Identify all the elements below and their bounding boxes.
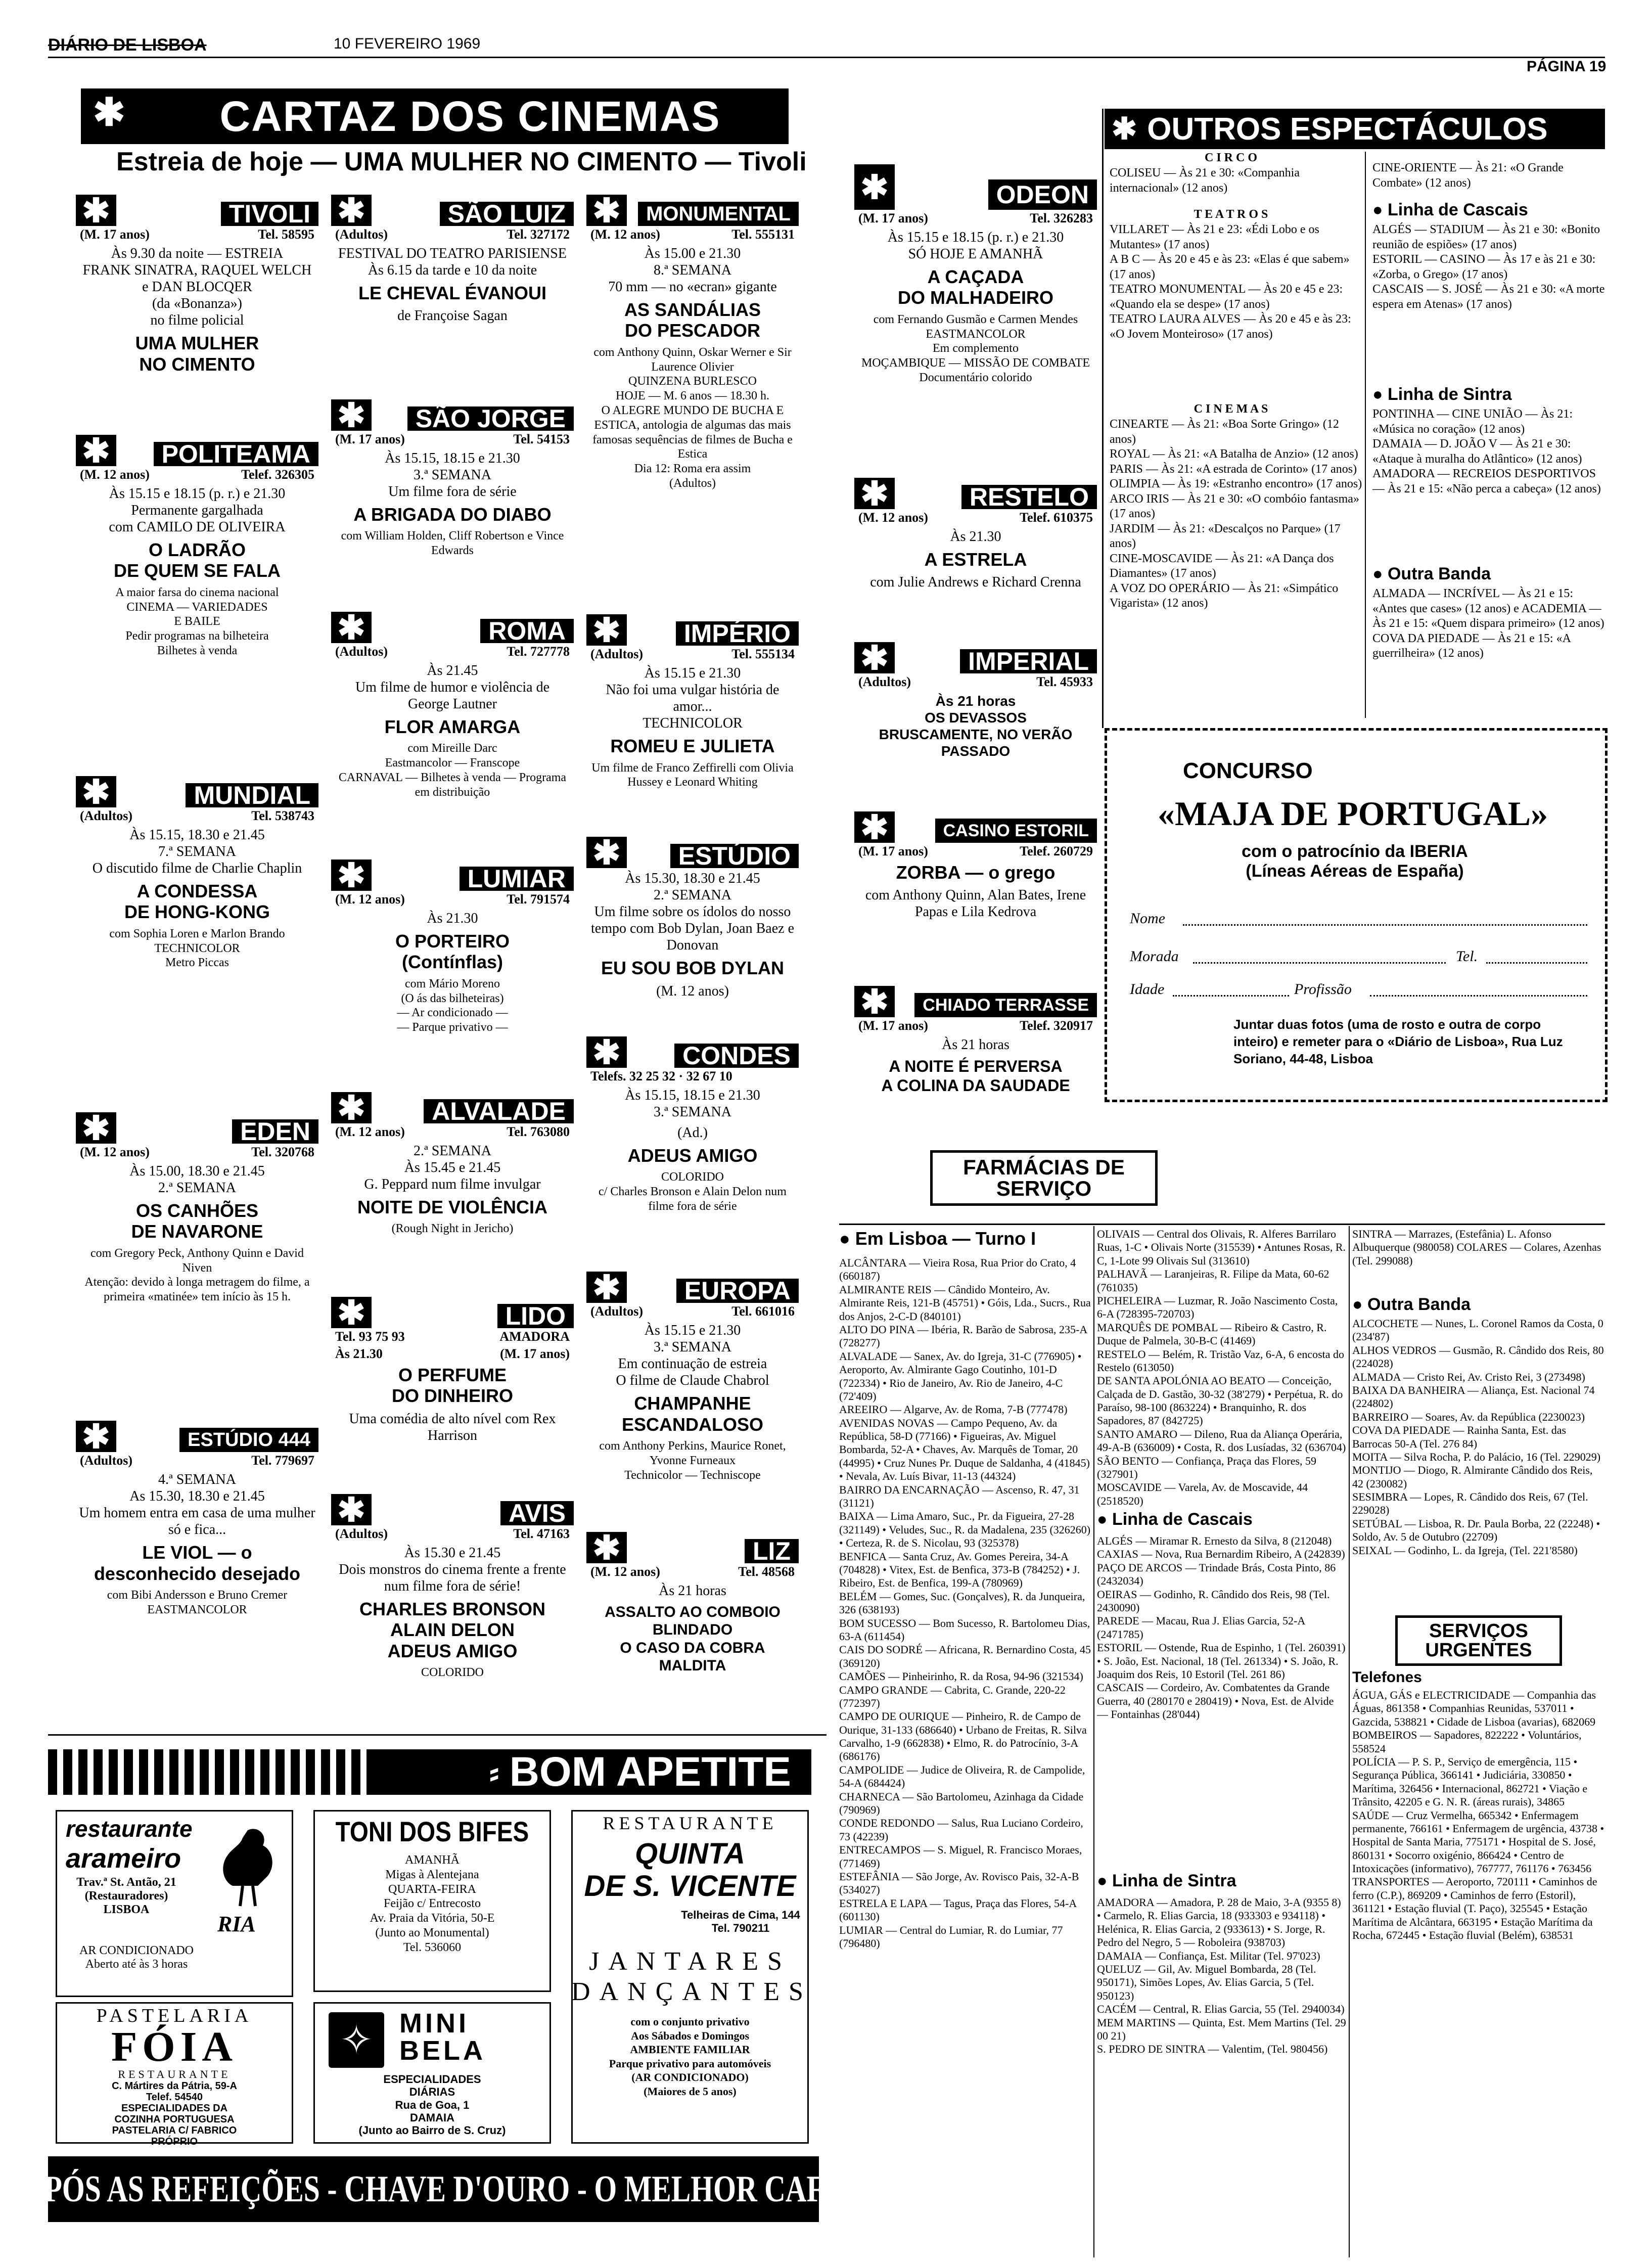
cinema-name: CHIADO TERRASSE: [914, 993, 1097, 1017]
age-rating: (Adultos): [80, 808, 133, 823]
extra-info: com Gregory Peck, Anthony Quinn e David Niven Atenção: devido à longa metragem do filme, a primeira «matinée» tem início às 15 h.: [84, 1246, 310, 1304]
telephone: Tel. 58595: [258, 227, 314, 242]
extra-info: de Françoise Sagan: [397, 308, 508, 324]
film-title: CHARLES BRONSON ALAIN DELON ADEUS AMIGO: [359, 1599, 545, 1661]
asterisk-icon: ✱: [76, 776, 116, 807]
telephone: Tel. 326283: [1030, 211, 1093, 225]
quinta-name: QUINTA DE S. VICENTE: [584, 1837, 796, 1903]
cinema-name: MONUMENTAL: [638, 202, 799, 226]
cinema-name: LUMIAR: [460, 867, 574, 891]
asterisk-icon: ✱: [586, 1272, 627, 1303]
farmacias-title-box: [930, 1150, 1158, 1206]
concurso-name: «MAJA DE PORTUGAL»: [1158, 794, 1548, 833]
bom-apetite-stripes: [48, 1749, 372, 1795]
mini-bela-details: ESPECIALIDADES DIÁRIAS Rua de Goa, 1 DAMAIA (Junto ao Bairro de S. Cruz): [358, 2073, 506, 2137]
film-title: A BRIGADA DO DIABO: [353, 504, 552, 525]
film-title: A NOITE É PERVERSA A COLINA DA SAUDADE: [881, 1057, 1070, 1095]
cinema-lumiar: [331, 856, 574, 1082]
cartaz-title: CARTAZ DOS CINEMAS: [219, 92, 721, 140]
session-info: Às 15.15 e 21.30 3.ª SEMANA Em continuação de estreia O filme de Claude Chabrol: [616, 1323, 769, 1389]
cinema-name: IMPÉRIO: [676, 621, 799, 646]
cinema-chiado-terrasse: [854, 982, 1097, 1112]
fork-icon: ⸗: [489, 1755, 499, 1789]
quinta-restaurante: RESTAURANTE: [603, 1813, 777, 1833]
age-rating: (Adultos): [335, 644, 388, 659]
cinemas-heading: C I N E M A S: [1194, 402, 1268, 416]
cinema-sao-jorge: [331, 396, 574, 602]
extra-info: COLORIDO: [421, 1666, 484, 1680]
film-title: ASSALTO AO COMBOIO BLINDADO O CASO DA COBRA MALDITA: [605, 1604, 781, 1674]
cinema-politeama: [76, 431, 318, 763]
cinema-name: LIZ: [745, 1539, 799, 1563]
cinema-europa: [586, 1268, 799, 1519]
film-title: ROMEU E JULIETA: [610, 736, 775, 757]
film-title: CHAMPANHE ESCANDALOSO: [621, 1393, 764, 1435]
age-rating: (Ad.): [677, 1125, 708, 1141]
extra-info: (Rough Night in Jericho): [391, 1222, 514, 1236]
age-rating: (M. 12 anos): [335, 892, 405, 907]
extra-info: A maior farsa do cinema nacional CINEMA — VARIEDADES E BAILE Pedir programas na bilheteira Bilhetes à venda: [115, 585, 279, 658]
age-rating: (M. 17 anos): [80, 227, 150, 242]
cine-oriente-listing: CINE-ORIENTE — Às 21: «O Grande Combate» (12 anos): [1372, 161, 1564, 190]
cinema-name: IMPERIAL: [960, 649, 1097, 673]
asterisk-icon: ✱: [854, 642, 895, 673]
age-rating: (M. 12 anos): [858, 510, 928, 525]
age-rating: (Adultos): [858, 674, 911, 689]
cinema-tivoli: [76, 191, 318, 407]
cinema-name: ROMA: [480, 619, 574, 643]
cinema-name: ESTÚDIO 444: [179, 1428, 318, 1452]
section-rule: [48, 1734, 827, 1736]
cinema-eden: [76, 1109, 318, 1395]
cinema-liz: [586, 1528, 799, 1714]
session-info: Às 15.00 e 21.30 8.ª SEMANA 70 mm — no «ecran» gigante: [608, 246, 777, 295]
form-tel-field[interactable]: [1486, 962, 1587, 964]
film-title: ZORBA — o grego: [896, 862, 1056, 883]
outra-banda-heading: ● Outra Banda: [1372, 564, 1491, 583]
film-title: LE VIOL — o desconhecido desejado: [94, 1542, 301, 1584]
telephone: Tel. 48568: [738, 1564, 795, 1579]
film-title: A CAÇADA DO MALHADEIRO: [898, 266, 1053, 308]
outra-banda-listing: ALMADA — INCRÍVEL — Às 21 e 15: «Antes que cases» (12 anos) e ACADEMIA — Às 21 e 15: «Quem dispara primeiro» (12 anos) COVA DA PIEDADE — Às 21 e 15: «A guerrilheira» (12 anos): [1372, 587, 1604, 660]
extra-info: com Sophia Loren e Marlon Brando TECHNICOLOR Metro Piccas: [109, 927, 285, 970]
section-rule: [839, 1224, 1605, 1225]
telephone: Tel. 555134: [731, 647, 795, 661]
foia-address: C. Mártires da Pátria, 59-A Telef. 54540 ESPECIALIDADES DA COZINHA PORTUGUESA PASTELARIA C/ FABRICO PRÓPRIO: [112, 2080, 237, 2147]
film-title: O LADRÃO DE QUEM SE FALA: [113, 539, 281, 581]
telephone: Telef. 320917: [1020, 1018, 1093, 1033]
teatros-listing: VILLARET — Às 21 e 23: «Édi Lobo e os Mutantes» (17 anos) A B C — Às 20 e 45 e às 23: «Elas é que sabem» (17 anos) TEATRO MONUMENTAL — Às 20 e 45 e 23: «Quando ela se despe» (17 anos) TEATRO LAURA ALVES — Às 20 e 45 e às 23: «O Jovem Monteiroso» (17 anos): [1110, 223, 1351, 341]
asterisk-icon: ✱: [586, 614, 627, 646]
film-title: O PERFUME DO DINHEIRO: [391, 1365, 513, 1407]
session-info: Às 15.15 e 21.30 Não foi uma vulgar história de amor... TECHNICOLOR: [606, 665, 779, 732]
cinema-name: EDEN: [232, 1119, 318, 1144]
farmacias-sintra-colares: SINTRA — Marrazes, (Estefânia) L. Afonso Albuquerque (980058) COLARES — Colares, Azenhas (Tel. 299088): [1352, 1228, 1601, 1267]
session-info: Às 9.30 da noite — ESTREIA FRANK SINATRA, RAQUEL WELCH e DAN BLOCQER (da «Bonanza») no filme policial: [82, 246, 312, 329]
farmacias-cascais: ALGÉS — Miramar R. Ernesto da Silva, 8 (212048) CAXIAS — Nova, Rua Bernardim Ribeiro, A (242839) PAÇO DE ARCOS — Trindade Brás, Costa Pinto, 86 (2432034) OEIRAS — Godinho, R. Cândido dos Reis, 98 (Tel. 2430090) PAREDE — Macau, Rua J. Elias Garcia, 52-A (2471785) ESTORIL — Ostende, Rua de Espinho, 1 (Tel. 260391) • S. João, Est. Nacional, 18 (Tel. 261334) • S. João, R. Joaquim dos Reis, 10 Estoril (Tel. 261 86) CASCAIS — Cordeiro, Av. Combatentes da Grande Guerra, 40 (280170 e 280419) • Nova, Est. de Alvide — Fontainhas (28'044): [1097, 1534, 1346, 1721]
cinema-name: CASINO ESTORIL: [935, 819, 1097, 843]
film-title: FLOR AMARGA: [384, 716, 521, 738]
film-title: AS SANDÁLIAS DO PESCADOR: [624, 299, 761, 341]
quinta-address: Telheiras de Cima, 144 Tel. 790211: [681, 1909, 800, 1934]
extra-info: com Fernando Gusmão e Carmen Mendes EASTMANCOLOR Em complemento MOÇAMBIQUE — MISSÃO DE COMBATE Documentário colorido: [861, 312, 1090, 385]
column-divider: [1349, 1226, 1350, 2257]
form-tel-label: Tel.: [1456, 948, 1478, 965]
session-info: Às 15.15, 18.15 e 21.30 3.ª SEMANA Um filme fora de série: [385, 450, 520, 500]
cinema-name: TIVOLI: [221, 202, 318, 226]
session-info: Às 15.15 e 18.15 (p. r.) e 21.30 SÓ HOJE E AMANHÃ: [887, 230, 1064, 262]
telephone: Tel. 45933: [1036, 674, 1093, 689]
age-rating: (M. 17 anos): [858, 1018, 928, 1033]
toni-details: AMANHÃ Migas à Alentejana QUARTA-FEIRA Feijão c/ Entrecosto Av. Praia da Vitória, 50-E (Junto ao Monumental) Tel. 536060: [370, 1853, 495, 1954]
asterisk-icon: ✱: [854, 164, 895, 210]
telephone: Tel. 327172: [507, 227, 570, 242]
cinema-roma: [331, 608, 574, 849]
quinta-details: com o conjunto privativo Aos Sábados e Domingos AMBIENTE FAMILIAR Parque privativo para automóveis (AR CONDICIONADO) (Maiores de 5 anos): [609, 2015, 771, 2098]
cinema-restelo: [854, 474, 1097, 629]
session-info: Às 21.30: [950, 529, 1001, 545]
age-rating: (Adultos): [335, 1526, 388, 1541]
age-rating: (M. 17 anos): [335, 432, 405, 446]
telephone: Telef. 326305: [241, 467, 314, 482]
age-rating: (Adultos): [335, 227, 388, 242]
cinema-estudio-444: [76, 1417, 318, 1724]
form-idade-label: Idade: [1130, 981, 1165, 998]
age-rating: (M. 12 anos): [80, 467, 150, 482]
extra-info: COLORIDO c/ Charles Bronson e Alain Delon num filme fora de série: [599, 1170, 787, 1213]
session-info: 2.ª SEMANA Às 15.45 e 21.45 G. Peppard num filme invulgar: [364, 1143, 541, 1193]
column-divider: [1102, 109, 1104, 728]
foia-restaurante: RESTAURANTE: [118, 2068, 231, 2080]
cinema-lido: [331, 1293, 574, 1489]
session-info: Às 15.00, 18.30 e 21.45 2.ª SEMANA: [129, 1163, 265, 1196]
cascais-heading: ● Linha de Cascais: [1372, 200, 1528, 219]
farmacias-lisboa-col2: OLIVAIS — Central dos Olivais, R. Alferes Barrilaro Ruas, 1-C • Olivais Norte (315539) • Antunes Rosas, R. C, 1-Lote 99 Olivais Sul (313610) PALHAVÃ — Laranjeiras, R. Filipe da Mata, 60-62 (761035) PICHELEIRA — Luzmar, R. João Nascimento Costa, 6-A (728395-720703) MARQUÊS DE POMBAL — Ribeiro & Castro, R. Duque de Palmela, 30-B-C (41469) RESTELO — Belém, R. Tristão Vaz, 6-A, 6 encosta do Restelo (613050) DE SANTA APOLÓNIA AO BEATO — Conceição, Calçada de D. Gastão, 30-32 (38'279) • Perpétua, R. do Paraíso, 98-100 (863224) • Branquinho, R. dos Sapadores, 87 (842725) SANTO AMARO — Dileno, Rua da Aliança Operária, 49-A-B (636009) • Costa, R. dos Lusíadas, 32 (636704) SÃO BENTO — Confiança, Praça das Flores, 59 (327901) MOSCAVIDE — Varela, Av. de Moscavide, 44 (2518520): [1097, 1228, 1346, 1507]
cinema-alvalade: [331, 1089, 574, 1289]
extra-info: com Julie Andrews e Richard Crenna: [870, 574, 1081, 591]
cascais-listing: ALGÉS — STADIUM — Às 21 e 30: «Bonito reunião de espiões» (17 anos) ESTORIL — CASINO — Às 17 e às 21 e 30: «Zorba, o Grego» (17 anos) CASCAIS — S. JOSÉ — Às 21 e 30: «A morte espera em Atenas» (17 anos): [1372, 223, 1605, 311]
cinema-name: MUNDIAL: [186, 783, 318, 807]
age-rating: (M. 17 anos): [500, 1346, 570, 1361]
film-title: LE CHEVAL ÉVANOUI: [358, 283, 547, 304]
farmacias-banda-heading: ● Outra Banda: [1352, 1295, 1471, 1314]
telephone: Tel. 791574: [507, 892, 570, 907]
cinema-name: ODEON: [988, 179, 1097, 210]
session-info: Às 21 horas OS DEVASSOS BRUSCAMENTE, NO VERÃO PASSADO: [879, 693, 1073, 759]
outros-banner: [1105, 109, 1605, 149]
film-title: O PORTEIRO (Contínflas): [395, 931, 510, 973]
film-title: NOITE DE VIOLÊNCIA: [357, 1197, 548, 1218]
session-info: 4.ª SEMANA As 15.30, 18.30 e 21.45 Um homem entra em casa de uma mulher só e fica...: [79, 1472, 315, 1538]
column-divider: [1093, 1226, 1094, 2257]
teatros-heading: T E A T R O S: [1194, 208, 1268, 221]
page-number: PÁGINA 19: [1527, 58, 1607, 75]
form-profissao-field[interactable]: [1370, 995, 1587, 997]
header-rule: [48, 57, 1605, 58]
cinema-condes: [586, 1033, 799, 1264]
telephone: Telef. 260729: [1020, 844, 1093, 858]
cinema-monumental: [586, 191, 799, 604]
asterisk-icon: ✱: [586, 1532, 627, 1563]
rooster-icon: [212, 1825, 278, 1911]
asterisk-icon: ✱: [93, 91, 125, 134]
cinema-casino-estoril: [854, 808, 1097, 978]
sintra-heading: ● Linha de Sintra: [1372, 385, 1512, 404]
telephone: Tel. 320768: [251, 1145, 314, 1159]
telephone: Tel. 93 75 93: [335, 1329, 405, 1344]
cinema-sao-luiz: [331, 191, 574, 392]
asterisk-icon: ✱: [76, 195, 116, 226]
farmacias-title: FARMÁCIAS DE SERVIÇO: [963, 1155, 1125, 1200]
form-profissao-label: Profissão: [1294, 981, 1352, 998]
asterisk-icon: ✱: [331, 399, 372, 431]
telephone: Tel. 47163: [513, 1526, 570, 1541]
cinema-name: SÃO JORGE: [407, 406, 574, 431]
circo-heading: C I R C O: [1204, 151, 1257, 164]
servicos-telefones-heading: Telefones: [1352, 1669, 1422, 1686]
concurso-title: CONCURSO: [1183, 758, 1313, 783]
cinema-name: SÃO LUIZ: [440, 202, 574, 226]
cinema-odeon: [854, 164, 1097, 468]
telephone: Tel. 763080: [507, 1124, 570, 1139]
cinemas-listing: CINEARTE — Às 21: «Boa Sorte Gringo» (12 anos) ROYAL — Às 21: «A Batalha de Anzio» (12 anos) PARIS — Às 21: «A estrada de Corinto» (17 anos) OLIMPIA — Às 19: «Estranho encontro» (17 anos) ARCO IRIS — Às 21 e 30: «O combóio fantasma» (17 anos) JARDIM — Às 21: «Descalços no Parque» (17 anos) CINE-MOSCAVIDE — Às 21: «A Dança dos Diamantes» (17 anos) A VOZ DO OPERÁRIO — Às 21: «Simpático Vigarista» (12 anos): [1110, 418, 1362, 610]
extra-info: com Mireille Darc Eastmancolor — Franscope CARNAVAL — Bilhetes à venda — Programa em distribuição: [338, 742, 567, 799]
cinema-name: ESTÚDIO: [670, 844, 799, 868]
farmacias-sintra: AMADORA — Amadora, P. 28 de Maio, 3-A (9355 8) • Carmelo, R. Elias Garcia, 18 (933303 e 934118) • Helénica, R. Elias Garcia, 2 (933613) • S. Jorge, R. Pedro del Negro, 5 — Roboleira (938703) DAMAIA — Confiança, Est. Militar (Tel. 97'023) QUELUZ — Gil, Av. Miguel Bombarda, 28 (Tel. 950171), Simões Lopes, Av. Elias Garcia, 5 (Tel. 950123) CACÉM — Central, R. Elias Garcia, 55 (Tel. 2940034) MEM MARTINS — Quinta, Est. Mem Martins (Tel. 29 00 21) S. PEDRO DE SINTRA — Valentim, (Tel. 980456): [1097, 1896, 1346, 2056]
asterisk-icon: ✱: [854, 811, 895, 843]
film-title: A ESTRELA: [924, 549, 1027, 570]
chave-douro-slogan: APÓS AS REFEIÇÕES - CHAVE D'OURO - O MELHOR CAFÉ: [23, 2168, 844, 2210]
asterisk-icon: ✱: [331, 1297, 372, 1328]
ria-info: AR CONDICIONADO Aberto até às 3 horas: [79, 1944, 194, 1971]
film-title: ADEUS AMIGO: [627, 1145, 758, 1166]
farmacias-sintra-heading: ● Linha de Sintra: [1097, 1871, 1236, 1890]
extra-info: com Mário Moreno (O ás das bilheteiras) — Ar condicionado — — Parque privativo —: [397, 977, 508, 1034]
age-rating: (Adultos): [590, 647, 644, 661]
cinema-imperial: [854, 639, 1097, 794]
extra-info: com Anthony Perkins, Maurice Ronet, Yvonne Furneaux Technicolor — Techniscope: [599, 1439, 786, 1482]
concurso-sponsor: com o patrocínio da IBERIA (Líneas Aéreas de España): [1242, 842, 1468, 881]
extra-info: com Bibi Andersson e Bruno Cremer EASTMANCOLOR: [107, 1588, 288, 1616]
age-rating: (M. 17 anos): [858, 211, 928, 225]
mini-bela-name: MINI BELA: [399, 2008, 486, 2066]
age-rating: (M. 12 anos): [590, 1564, 660, 1579]
cinema-imperio: [586, 611, 799, 827]
telephone: Telef. 610375: [1020, 510, 1093, 525]
cinema-name: ALVALADE: [424, 1099, 574, 1123]
asterisk-icon: ✱: [76, 1421, 116, 1452]
quinta-jantares: JANTARES DANÇANTES: [571, 1947, 812, 2006]
age-rating: (M. 12 anos): [335, 1124, 405, 1139]
cinema-name: LIDO: [497, 1304, 574, 1328]
session-info: Às 21 horas: [942, 1037, 1009, 1053]
cinema-name: EUROPA: [676, 1279, 799, 1303]
bom-apetite-title: BOM APETITE: [509, 1749, 791, 1795]
cinema-name: POLITEAMA: [154, 442, 318, 466]
extra-info: com Anthony Quinn, Oskar Werner e Sir Laurence Olivier QUINZENA BURLESCO HOJE — M. 6 anos — 18.30 h. O ALEGRE MUNDO DE BUCHA E ESTICA, antologia de algumas das mais famosas sequências de filmes de Bucha e Estica Dia 12: Roma era assim (Adultos): [592, 345, 793, 490]
sintra-listing: PONTINHA — CINE UNIÃO — Às 21: «Música no coração» (12 anos) DAMAIA — D. JOÃO V — Às 21 e 30: «Ataque à muralha do Atlântico» (12 anos) AMADORA — RECREIOS DESPORTIVOS — Às 21 e 15: «Não perca a cabeça» (12 anos): [1372, 408, 1601, 495]
film-title: A CONDESSA DE HONG-KONG: [124, 881, 270, 923]
age-rating: (M. 12 anos): [656, 983, 729, 999]
form-nome-label: Nome: [1130, 910, 1165, 927]
cinema-name: RESTELO: [961, 485, 1097, 509]
extra-info: Um filme de Franco Zeffirelli com Olivia Hussey e Leonard Whiting: [591, 761, 794, 789]
city: AMADORA: [499, 1329, 570, 1344]
session-info: Às 21.30: [335, 1346, 383, 1361]
form-morada-label: Morada: [1130, 948, 1179, 965]
cinema-avis: [331, 1490, 574, 1716]
outros-title: OUTROS ESPECTÁCULOS: [1147, 111, 1548, 147]
chave-douro-banner: [23, 2156, 844, 2222]
servicos-title: SERVIÇOS URGENTES: [1425, 1620, 1532, 1661]
issue-date: 10 FEVEREIRO 1969: [334, 35, 481, 52]
servicos-title-box: [1395, 1615, 1562, 1666]
extra-info: Uma comédia de alto nível com Rex Harrison: [349, 1411, 556, 1443]
asterisk-icon: ✱: [331, 1092, 372, 1123]
session-info: Às 21.30: [427, 911, 478, 926]
telephone: Tel. 54153: [513, 432, 570, 446]
column-divider: [1365, 152, 1366, 718]
asterisk-icon: ✱: [331, 195, 372, 226]
asterisk-icon: ✱: [854, 478, 895, 509]
cinema-name: CONDES: [674, 1044, 799, 1068]
form-idade-field[interactable]: [1173, 995, 1289, 997]
telephone: Telefs. 32 25 32 · 32 67 10: [590, 1069, 732, 1083]
cinema-estudio: [586, 833, 799, 1029]
telephone: Tel. 538743: [251, 808, 314, 823]
asterisk-icon: ✱: [331, 1494, 372, 1525]
cinema-mundial: [76, 773, 318, 1064]
farmacias-banda: ALCOCHETE — Nunes, L. Coronel Ramos da Costa, 0 (234'87) ALHOS VEDROS — Gusmão, R. Cândido dos Reis, 80 (224028) ALMADA — Cristo Rei, Av. Cristo Rei, 3 (273498) BAIXA DA BANHEIRA — Aliança, Est. Nacional 74 (224802) BARREIRO — Soares, Av. da República (2230023) COVA DA PIEDADE — Rainha Santa, Est. das Barrocas 50-A (Tel. 276 84) MOITA — Silva Rocha, P. do Palácio, 16 (Tel. 229029) MONTIJO — Diogo, R. Almirante Cândido dos Reis, 42 (230082) SESIMBRA — Lopes, R. Cândido dos Reis, 67 (Tel. 229028) SETÚBAL — Lisboa, R. Dr. Paula Borba, 22 (22248) • Soldo, Av. 5 de Outubro (22709) SEIXAL — Godinho, L. da Igreja, (Tel. 221'8580): [1352, 1317, 1604, 1557]
session-info: Às 21 horas: [659, 1583, 726, 1599]
extra-info: com William Holden, Cliff Robertson e Vince Edwards: [341, 529, 564, 558]
asterisk-icon: ✱: [1112, 112, 1137, 146]
telephone: Tel. 555131: [731, 227, 795, 242]
session-info: Às 15.15, 18.15 e 21.30 3.ª SEMANA: [625, 1088, 760, 1120]
foia-pastelaria: PASTELARIA: [96, 2005, 253, 2026]
asterisk-icon: ✱: [331, 612, 372, 643]
age-rating: (M. 17 anos): [858, 844, 928, 858]
lisboa-heading: ● Em Lisboa — Turno I: [839, 1228, 1036, 1249]
session-info: Às 15.15 e 18.15 (p. r.) e 21.30 Permanente gargalhada com CAMILO DE OLIVEIRA: [109, 486, 286, 535]
estreia-line: Estreia de hoje — UMA MULHER NO CIMENTO — Tivoli: [116, 147, 807, 176]
session-info: Às 15.30, 18.30 e 21.45 2.ª SEMANA Um filme sobre os ídolos do nosso tempo com Bob Dylan, Joan Baez e Donovan: [590, 871, 794, 954]
asterisk-icon: ✱: [76, 435, 116, 466]
session-info: Às 15.30 e 21.45 Dois monstros do cinema frente a frente num filme fora de série!: [339, 1545, 566, 1595]
age-rating: (Adultos): [590, 1304, 644, 1319]
form-morada-field[interactable]: [1193, 962, 1446, 964]
age-rating: (M. 12 anos): [590, 227, 660, 242]
toni-name: TONI DOS BIFES: [335, 1816, 529, 1847]
cinema-name: AVIS: [500, 1501, 574, 1525]
servicos-list: ÁGUA, GÁS e ELECTRICIDADE — Companhia das Águas, 861358 • Companhias Reunidas, 537011 • Gazcida, 538821 • Cidade de Lisboa (avarias), 682069 BOMBEIROS — Sapadores, 822222 • Voluntários, 558524 POLÍCIA — P. S. P., Serviço de emergência, 115 • Segurança Pública, 366141 • Judiciária, 330850 • Marítima, 326456 • Internacional, 862721 • Viação e Trânsito, 42205 e G. N. R. (áreas rurais), 34865 SAÚDE — Cruz Vermelha, 665342 • Enfermagem permanente, 766161 • Enfermagem de urgência, 43738 • Hospital de Santa Maria, 775171 • Hospital de S. José, 860131 • Socorro oxigénio, 866424 • Centro de Intoxicações (informativo), 767777, 761176 • 763456 TRANSPORTES — Aeroporto, 720111 • Caminhos de ferro (C.P.), 869209 • Caminhos de ferro (Estoril), 361121 • Estação fluvial (T. Paço), 325545 • Estação Marítima de Alcântara, 663195 • Estação Marítima da Rocha, 672445 • Estação fluvial (Belém), 638531: [1352, 1689, 1604, 1942]
coliseu-listing: COLISEU — Às 21 e 30: «Companhia internacional» (12 anos): [1110, 166, 1300, 195]
session-info: Às 21.45 Um filme de humor e violência de George Lautner: [355, 663, 550, 712]
asterisk-icon: ✱: [854, 986, 895, 1017]
asterisk-icon: ✱: [76, 1112, 116, 1144]
paper-name: DIÁRIO DE LISBOA: [48, 35, 207, 55]
session-info: Às 15.15, 18.30 e 21.45 7.ª SEMANA O discutido filme de Charlie Chaplin: [92, 827, 302, 877]
mermaid-icon: ✧: [329, 2012, 384, 2068]
ria-logo: RIA: [217, 1912, 256, 1936]
form-nome-field[interactable]: [1183, 924, 1587, 926]
age-rating: (M. 12 anos): [80, 1145, 150, 1159]
asterisk-icon: ✱: [331, 859, 372, 891]
cartaz-banner: [81, 88, 789, 144]
asterisk-icon: ✱: [586, 837, 627, 868]
session-info: FESTIVAL DO TEATRO PARISIENSE Às 6.15 da tarde e 10 da noite: [338, 246, 567, 279]
foia-name: FÓIA: [111, 2023, 238, 2070]
telephone: Tel. 779697: [251, 1453, 314, 1468]
concurso-instructions: Juntar duas fotos (uma de rosto e outra de corpo inteiro) e remeter para o «Diário de Lisboa», Rua Luz Soriano, 44-48, Lisboa: [1233, 1017, 1563, 1066]
age-rating: (Adultos): [80, 1453, 133, 1468]
film-title: UMA MULHER NO CIMENTO: [135, 333, 259, 375]
ria-name-line2: arameiro: [66, 1843, 181, 1874]
ria-name-line1: restaurante: [66, 1816, 193, 1842]
film-title: OS CANHÕES DE NAVARONE: [131, 1200, 263, 1242]
farmacias-lisboa-col1: ALCÂNTARA — Vieira Rosa, Rua Prior do Crato, 4 (660187) ALMIRANTE REIS — Cândido Monteiro, Av. Almirante Reis, 121-B (45751) • Góis, Lda., Sucrs., Rua dos Anjos, 2-C-D (840101) ALTO DO PINA — Ibéria, R. Barão de Sabrosa, 235-A (728277) ALVALADE — Sanex, Av. do Igreja, 31-C (776905) • Aeroporto, Av. Almirante Gago Coutinho, 101-D (722334) • Rio de Janeiro, Av. Rio de Janeiro, 4-C (72'409) AREEIRO — Algarve, Av. de Roma, 7-B (777478) AVENIDAS NOVAS — Campo Pequeno, Av. da República, 58-D (77166) • Figueiras, Av. Miguel Bombarda, 52-A • Chaves, Av. Marquês de Tomar, 20 (44995) • Cruz Nunes Pr. Duque de Saldanha, 4 (41845) • Nevala, Av. Luís Bivar, 11-13 (44324) BAIRRO DA ENCARNAÇÃO — Ascenso, R. 47, 31 (31121) BAIXA — Lima Amaro, Suc., Pr. da Figueira, 27-28 (321149) • Veludes, Suc., R. da Madalena, 235 (326260) • Certeza, R. de S. Nicolau, 93 (325378) BENFICA — Santa Cruz, Av. Gomes Pereira, 34-A (704828) • Vitex, Est. de Benfica, 373-B (784252) • J. Ribeiro, Est. de Benfica, 199-A (780969) BELÉM — Gomes, Suc. (Gonçalves), R. da Junqueira, 326 (638193) BOM SUCESSO — Bom Sucesso, R. Bartolomeu Dias, 63-A (611454) CAIS DO SODRÉ — Africana, R. Bernardino Costa, 45 (369120) CAMÕES — Pinheirinho, R. da Rosa, 94-96 (321534) CAMPO GRANDE — Cabrita, C. Grande, 220-22 (772397) CAMPO DE OURIQUE — Pinheiro, R. de Campo de Ourique, 31-133 (686640) • Urbano de Freitas, R. Silva Carvalho, 1-9 (662838) • Elmo, R. do Patrocínio, 3-A (686176) CAMPOLIDE — Judice de Oliveira, R. de Campolide, 54-A (684424) CHARNECA — São Bartolomeu, Azinhaga da Cidade (790969) CONDE REDONDO — Salus, Rua Luciano Cordeiro, 73 (42239) ENTRECAMPOS — S. Miguel, R. Francisco Moraes, (771469) ESTEFÂNIA — São Jorge, Av. Rovisco Pais, 32-A-B (534027) ESTRELA E LAPA — Tagus, Praça das Flores, 54-A (601130) LUMIAR — Central do Lumiar, R. do Lumiar, 77 (796480): [839, 1256, 1091, 1950]
ria-address: Trav.ª St. Antão, 21 (Restauradores) LISBOA: [76, 1876, 176, 1916]
telephone: Tel. 661016: [731, 1304, 795, 1319]
extra-info: com Anthony Quinn, Alan Bates, Irene Papas e Lila Kedrova: [865, 887, 1086, 920]
farmacias-cascais-heading: ● Linha de Cascais: [1097, 1510, 1253, 1529]
asterisk-icon: ✱: [586, 1036, 627, 1068]
film-title: EU SOU BOB DYLAN: [601, 958, 785, 979]
telephone: Tel. 727778: [507, 644, 570, 659]
asterisk-icon: ✱: [586, 195, 627, 226]
